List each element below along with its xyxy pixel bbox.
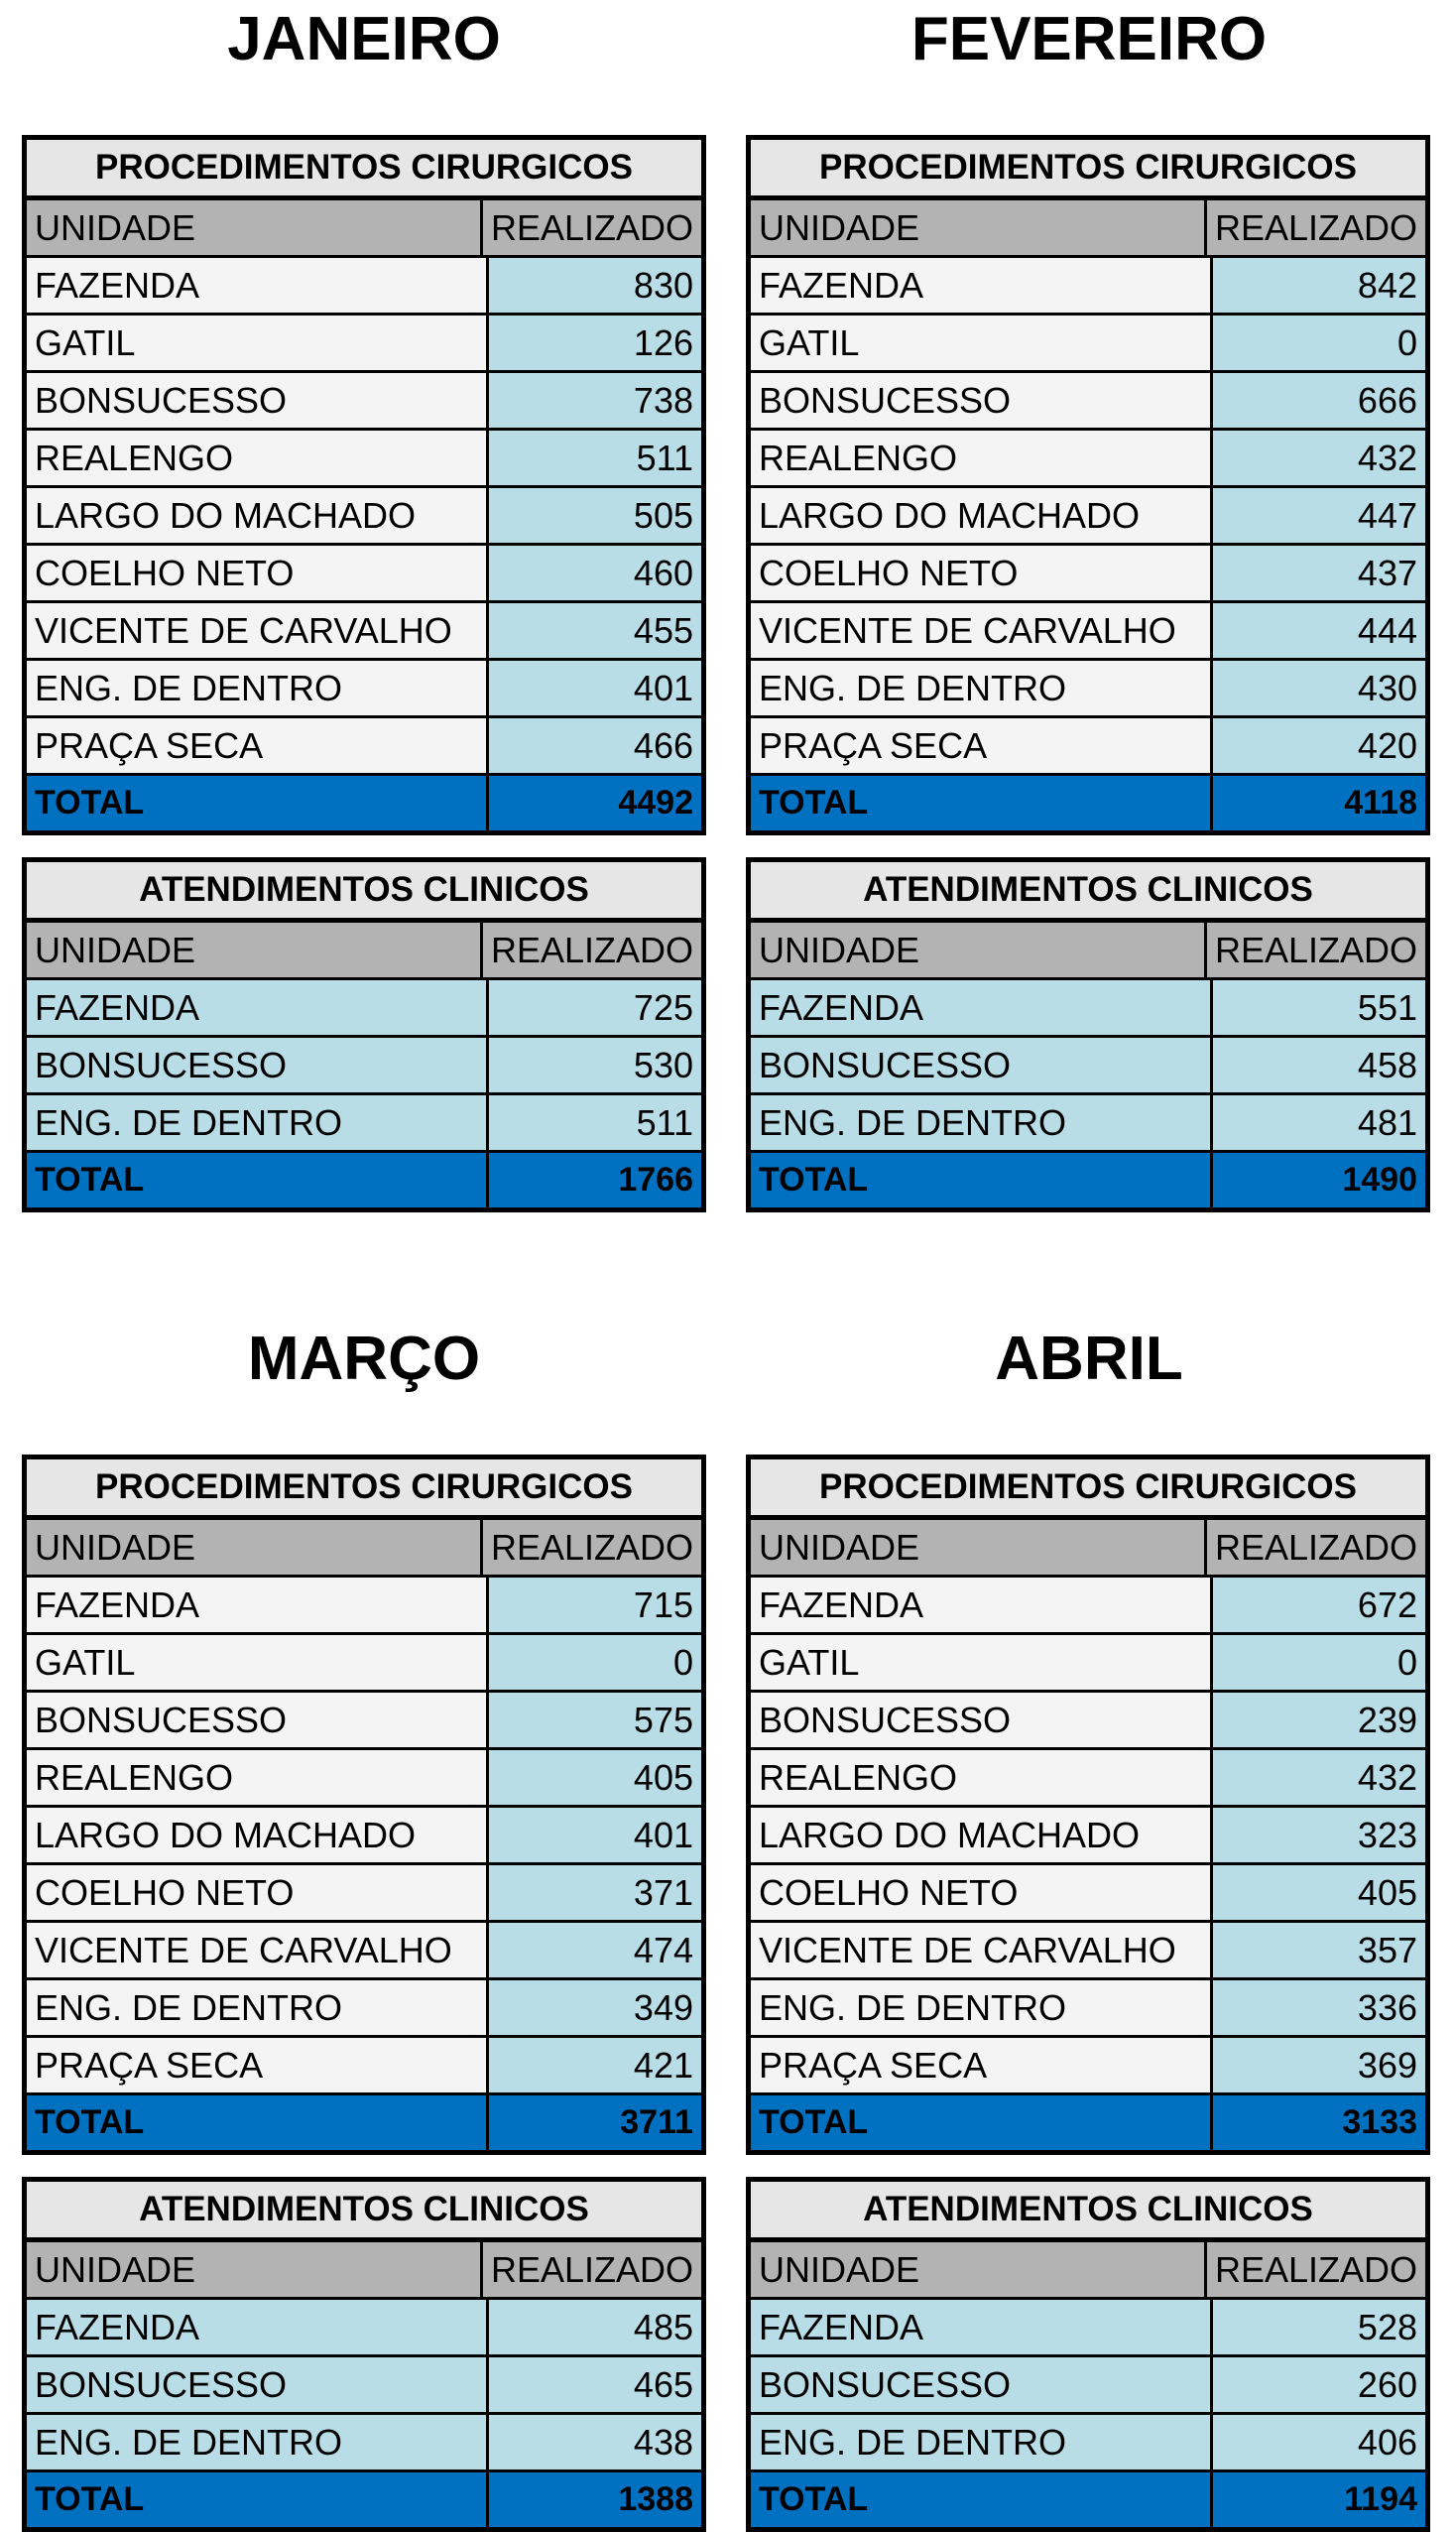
month-title: FEVEREIRO xyxy=(910,5,1268,73)
unit-name: LARGO DO MACHADO xyxy=(751,1808,1213,1862)
table-row xyxy=(27,1923,701,1980)
table-row xyxy=(751,1578,1425,1635)
table-row xyxy=(27,603,701,661)
unit-value: 474 xyxy=(489,1923,701,1977)
unit-name: COELHO NETO xyxy=(27,546,489,600)
header-unidade: UNIDADE xyxy=(751,200,1207,255)
month-title: JANEIRO xyxy=(227,5,501,73)
header-unidade: UNIDADE xyxy=(751,923,1207,977)
unit-name: BONSUCESSO xyxy=(27,373,489,428)
cirurgicos-table xyxy=(746,135,1430,835)
header-unidade: UNIDADE xyxy=(27,1520,483,1575)
total-row xyxy=(27,776,701,830)
unit-name: GATIL xyxy=(751,316,1213,370)
unit-name: ENG. DE DENTRO xyxy=(751,1980,1213,2035)
total-value: 4118 xyxy=(1213,776,1425,830)
table-header-row xyxy=(27,2242,701,2300)
table-row xyxy=(751,980,1425,1038)
header-realizado: REALIZADO xyxy=(1214,930,1417,970)
unit-value: 126 xyxy=(489,316,701,370)
total-row xyxy=(751,2472,1425,2527)
table-caption: ATENDIMENTOS CLINICOS xyxy=(751,2182,1425,2242)
unit-name: PRAÇA SECA xyxy=(751,2038,1213,2092)
unit-name: FAZENDA xyxy=(27,2300,489,2354)
unit-value: 420 xyxy=(1213,718,1425,773)
unit-value: 371 xyxy=(489,1865,701,1920)
unit-value: 432 xyxy=(1213,1750,1425,1805)
table-row xyxy=(751,1980,1425,2038)
table-header-row xyxy=(751,2242,1425,2300)
unit-value: 551 xyxy=(1213,980,1425,1035)
unit-name: VICENTE DE CARVALHO xyxy=(27,1923,489,1977)
unit-name: GATIL xyxy=(27,316,489,370)
table-row xyxy=(751,2038,1425,2095)
table-header-row xyxy=(27,200,701,258)
table-row xyxy=(27,1808,701,1865)
cirurgicos-table xyxy=(22,1455,706,2155)
table-caption: ATENDIMENTOS CLINICOS xyxy=(27,862,701,923)
total-row xyxy=(27,2472,701,2527)
unit-value: 323 xyxy=(1213,1808,1425,1862)
unit-name: VICENTE DE CARVALHO xyxy=(751,1923,1213,1977)
unit-value: 505 xyxy=(489,488,701,543)
unit-value: 421 xyxy=(489,2038,701,2092)
total-label: TOTAL xyxy=(27,2472,489,2527)
header-realizado: REALIZADO xyxy=(1214,207,1417,248)
month-title: ABRIL xyxy=(995,1325,1183,1393)
cirurgicos-table xyxy=(22,135,706,835)
unit-name: LARGO DO MACHADO xyxy=(27,1808,489,1862)
unit-value: 369 xyxy=(1213,2038,1425,2092)
table-row xyxy=(751,1095,1425,1153)
unit-value: 575 xyxy=(489,1693,701,1747)
unit-value: 432 xyxy=(1213,431,1425,485)
unit-name: ENG. DE DENTRO xyxy=(27,1980,489,2035)
month-title: MARÇO xyxy=(247,1325,481,1393)
table-row xyxy=(27,258,701,316)
table-header-row xyxy=(751,923,1425,980)
unit-value: 830 xyxy=(489,258,701,313)
unit-name: ENG. DE DENTRO xyxy=(27,1095,489,1150)
unit-value: 357 xyxy=(1213,1923,1425,1977)
unit-value: 437 xyxy=(1213,546,1425,600)
unit-value: 0 xyxy=(489,1635,701,1690)
table-row xyxy=(27,1038,701,1095)
unit-name: PRAÇA SECA xyxy=(751,718,1213,773)
unit-value: 672 xyxy=(1213,1578,1425,1632)
unit-name: FAZENDA xyxy=(27,258,489,313)
unit-value: 511 xyxy=(489,431,701,485)
unit-name: ENG. DE DENTRO xyxy=(751,2415,1213,2469)
unit-name: ENG. DE DENTRO xyxy=(27,661,489,715)
unit-value: 430 xyxy=(1213,661,1425,715)
unit-name: REALENGO xyxy=(27,1750,489,1805)
table-row xyxy=(751,316,1425,373)
unit-value: 842 xyxy=(1213,258,1425,313)
table-row xyxy=(27,546,701,603)
table-row xyxy=(751,373,1425,431)
total-value: 1490 xyxy=(1213,1153,1425,1207)
table-caption: ATENDIMENTOS CLINICOS xyxy=(27,2182,701,2242)
unit-value: 401 xyxy=(489,1808,701,1862)
header-unidade: UNIDADE xyxy=(27,923,483,977)
total-label: TOTAL xyxy=(751,2095,1213,2150)
table-row xyxy=(27,1865,701,1923)
unit-value: 444 xyxy=(1213,603,1425,658)
table-row xyxy=(27,488,701,546)
header-realizado: REALIZADO xyxy=(1214,2249,1417,2290)
table-caption: PROCEDIMENTOS CIRURGICOS xyxy=(27,140,701,200)
unit-value: 455 xyxy=(489,603,701,658)
unit-value: 666 xyxy=(1213,373,1425,428)
unit-name: ENG. DE DENTRO xyxy=(27,2415,489,2469)
table-header-row xyxy=(27,923,701,980)
table-row xyxy=(751,488,1425,546)
unit-name: BONSUCESSO xyxy=(751,1693,1213,1747)
unit-name: PRAÇA SECA xyxy=(27,2038,489,2092)
total-value: 1766 xyxy=(489,1153,701,1207)
table-row xyxy=(27,1578,701,1635)
header-unidade: UNIDADE xyxy=(27,200,483,255)
unit-value: 485 xyxy=(489,2300,701,2354)
unit-name: ENG. DE DENTRO xyxy=(751,1095,1213,1150)
clinicos-table xyxy=(746,857,1430,1212)
unit-value: 481 xyxy=(1213,1095,1425,1150)
total-label: TOTAL xyxy=(751,776,1213,830)
unit-value: 405 xyxy=(1213,1865,1425,1920)
total-row xyxy=(751,1153,1425,1207)
table-row xyxy=(27,2415,701,2472)
unit-name: FAZENDA xyxy=(751,1578,1213,1632)
unit-name: FAZENDA xyxy=(27,980,489,1035)
total-row xyxy=(751,2095,1425,2150)
unit-name: REALENGO xyxy=(751,1750,1213,1805)
header-realizado: REALIZADO xyxy=(490,2249,693,2290)
total-label: TOTAL xyxy=(27,776,489,830)
header-realizado: REALIZADO xyxy=(490,207,693,248)
unit-name: GATIL xyxy=(751,1635,1213,1690)
unit-name: VICENTE DE CARVALHO xyxy=(751,603,1213,658)
total-label: TOTAL xyxy=(27,1153,489,1207)
header-unidade: UNIDADE xyxy=(751,2242,1207,2297)
table-row xyxy=(751,661,1425,718)
unit-name: BONSUCESSO xyxy=(751,1038,1213,1092)
table-row xyxy=(751,258,1425,316)
table-row xyxy=(751,1808,1425,1865)
table-row xyxy=(27,431,701,488)
unit-name: COELHO NETO xyxy=(27,1865,489,1920)
unit-name: BONSUCESSO xyxy=(751,2357,1213,2412)
clinicos-table xyxy=(22,2177,706,2532)
table-row xyxy=(27,1693,701,1750)
header-realizado: REALIZADO xyxy=(490,930,693,970)
unit-value: 528 xyxy=(1213,2300,1425,2354)
unit-name: FAZENDA xyxy=(27,1578,489,1632)
unit-value: 725 xyxy=(489,980,701,1035)
total-row xyxy=(27,1153,701,1207)
unit-value: 465 xyxy=(489,2357,701,2412)
table-row xyxy=(751,546,1425,603)
unit-name: FAZENDA xyxy=(751,980,1213,1035)
unit-value: 530 xyxy=(489,1038,701,1092)
unit-value: 239 xyxy=(1213,1693,1425,1747)
unit-value: 511 xyxy=(489,1095,701,1150)
cirurgicos-table xyxy=(746,1455,1430,2155)
unit-name: FAZENDA xyxy=(751,2300,1213,2354)
table-row xyxy=(751,1923,1425,1980)
table-row xyxy=(27,661,701,718)
unit-name: REALENGO xyxy=(27,431,489,485)
table-row xyxy=(27,1635,701,1693)
unit-value: 406 xyxy=(1213,2415,1425,2469)
table-row xyxy=(27,980,701,1038)
table-caption: ATENDIMENTOS CLINICOS xyxy=(751,862,1425,923)
unit-name: FAZENDA xyxy=(751,258,1213,313)
unit-name: COELHO NETO xyxy=(751,1865,1213,1920)
total-value: 4492 xyxy=(489,776,701,830)
table-row xyxy=(27,2357,701,2415)
table-caption: PROCEDIMENTOS CIRURGICOS xyxy=(751,140,1425,200)
unit-value: 0 xyxy=(1213,316,1425,370)
table-row xyxy=(751,603,1425,661)
table-row xyxy=(27,373,701,431)
unit-value: 466 xyxy=(489,718,701,773)
unit-name: VICENTE DE CARVALHO xyxy=(27,603,489,658)
total-value: 3711 xyxy=(489,2095,701,2150)
unit-name: LARGO DO MACHADO xyxy=(27,488,489,543)
unit-value: 438 xyxy=(489,2415,701,2469)
table-row xyxy=(751,718,1425,776)
unit-name: ENG. DE DENTRO xyxy=(751,661,1213,715)
table-row xyxy=(27,2300,701,2357)
total-label: TOTAL xyxy=(751,2472,1213,2527)
table-header-row xyxy=(751,1520,1425,1578)
unit-name: BONSUCESSO xyxy=(27,2357,489,2412)
unit-value: 460 xyxy=(489,546,701,600)
total-row xyxy=(27,2095,701,2150)
table-caption: PROCEDIMENTOS CIRURGICOS xyxy=(751,1459,1425,1520)
table-row xyxy=(751,1865,1425,1923)
unit-value: 738 xyxy=(489,373,701,428)
total-row xyxy=(751,776,1425,830)
unit-value: 715 xyxy=(489,1578,701,1632)
table-header-row xyxy=(27,1520,701,1578)
unit-name: PRAÇA SECA xyxy=(27,718,489,773)
unit-value: 349 xyxy=(489,1980,701,2035)
table-caption: PROCEDIMENTOS CIRURGICOS xyxy=(27,1459,701,1520)
header-realizado: REALIZADO xyxy=(490,1527,693,1568)
clinicos-table xyxy=(746,2177,1430,2532)
table-row xyxy=(751,1038,1425,1095)
unit-value: 447 xyxy=(1213,488,1425,543)
total-value: 1388 xyxy=(489,2472,701,2527)
unit-value: 0 xyxy=(1213,1635,1425,1690)
unit-value: 260 xyxy=(1213,2357,1425,2412)
table-row xyxy=(751,2415,1425,2472)
unit-name: COELHO NETO xyxy=(751,546,1213,600)
table-row xyxy=(27,718,701,776)
unit-name: REALENGO xyxy=(751,431,1213,485)
unit-name: BONSUCESSO xyxy=(27,1693,489,1747)
table-row xyxy=(751,2300,1425,2357)
header-unidade: UNIDADE xyxy=(27,2242,483,2297)
total-value: 3133 xyxy=(1213,2095,1425,2150)
header-realizado: REALIZADO xyxy=(1214,1527,1417,1568)
unit-name: LARGO DO MACHADO xyxy=(751,488,1213,543)
total-label: TOTAL xyxy=(751,1153,1213,1207)
unit-name: BONSUCESSO xyxy=(27,1038,489,1092)
unit-name: GATIL xyxy=(27,1635,489,1690)
unit-value: 405 xyxy=(489,1750,701,1805)
table-row xyxy=(751,2357,1425,2415)
table-row xyxy=(751,431,1425,488)
table-row xyxy=(27,316,701,373)
header-unidade: UNIDADE xyxy=(751,1520,1207,1575)
table-header-row xyxy=(751,200,1425,258)
table-row xyxy=(27,1750,701,1808)
table-row xyxy=(27,1095,701,1153)
total-value: 1194 xyxy=(1213,2472,1425,2527)
unit-value: 401 xyxy=(489,661,701,715)
table-row xyxy=(751,1635,1425,1693)
clinicos-table xyxy=(22,857,706,1212)
unit-name: BONSUCESSO xyxy=(751,373,1213,428)
table-row xyxy=(27,1980,701,2038)
table-row xyxy=(751,1693,1425,1750)
unit-value: 336 xyxy=(1213,1980,1425,2035)
unit-value: 458 xyxy=(1213,1038,1425,1092)
total-label: TOTAL xyxy=(27,2095,489,2150)
table-row xyxy=(751,1750,1425,1808)
table-row xyxy=(27,2038,701,2095)
